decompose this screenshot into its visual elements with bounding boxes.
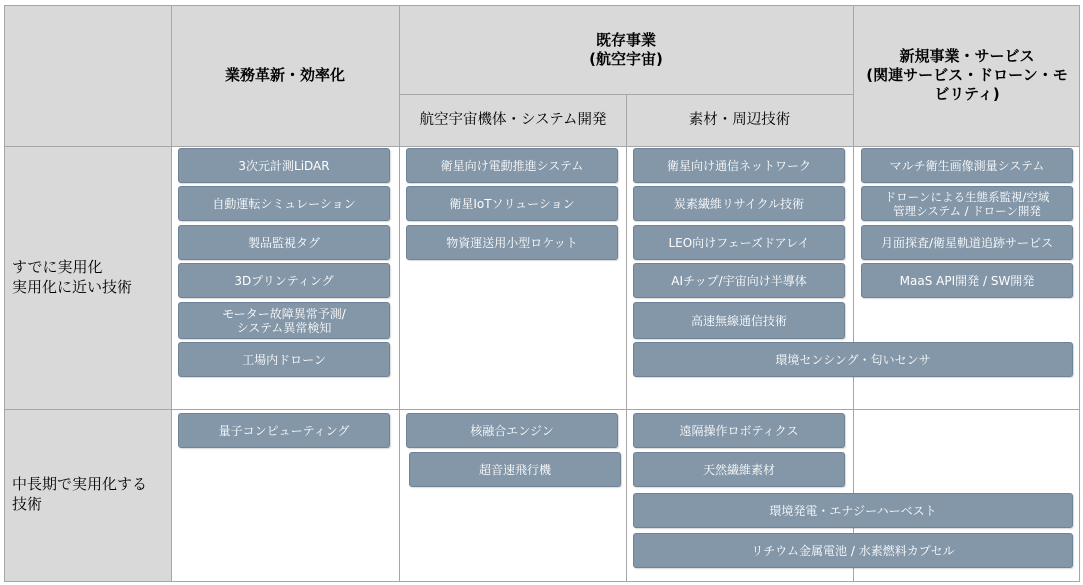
header-existing-label: 既存事業 (航空宇宙) xyxy=(589,30,663,68)
item-remote-robotics: 遠隔操作ロボティクス xyxy=(633,413,845,448)
item-lunar-exploration: 月面探査/衛星軌道追跡サービス xyxy=(861,225,1073,260)
item-3d-printing: 3Dプリンティング xyxy=(178,263,390,298)
item-satellite-network: 衛星向け通信ネットワーク xyxy=(633,148,845,183)
header-corner xyxy=(4,5,171,146)
item-electric-propulsion: 衛星向け電動推進システム xyxy=(406,148,618,183)
item-autonomous-sim: 自動運転シミュレーション xyxy=(178,186,390,221)
item-small-rocket: 物資運送用小型ロケット xyxy=(406,225,618,260)
grid-line-left xyxy=(4,5,5,582)
item-fusion-engine: 核融合エンジン xyxy=(406,413,618,448)
item-lithium-hydrogen: リチウム金属電池 / 水素燃料カプセル xyxy=(633,533,1073,568)
item-natural-fiber: 天然繊維素材 xyxy=(633,452,845,487)
item-multi-satellite-imaging: マルチ衛生画像測量システム xyxy=(861,148,1073,183)
grid-line-right xyxy=(1079,5,1080,582)
row-label-mid-long: 中長期で実用化する技術 xyxy=(12,475,148,513)
header-new-business-label: 新規事業・サービス (関連サービス・ドローン・モビリティ) xyxy=(866,47,1068,103)
item-lidar: 3次元計測LiDAR xyxy=(178,148,390,183)
header-existing-sub1: 航空宇宙機体・システム開発 xyxy=(419,111,607,128)
item-maas-api: MaaS API開発 / SW開発 xyxy=(861,263,1073,298)
item-leo-phased-array: LEO向けフェーズドアレイ xyxy=(633,225,845,260)
item-carbon-recycle: 炭素繊維リサイクル技術 xyxy=(633,186,845,221)
grid-line-col3 xyxy=(626,94,627,582)
item-factory-drone: 工場内ドローン xyxy=(178,342,390,377)
item-energy-harvest: 環境発電・エナジーハーベスト xyxy=(633,493,1073,528)
item-supersonic-plane: 超音速飛行機 xyxy=(409,452,621,487)
item-wireless-comm: 高速無線通信技術 xyxy=(633,302,845,339)
grid-line-bottom xyxy=(4,581,1080,582)
item-satellite-iot: 衛星IoTソリューション xyxy=(406,186,618,221)
item-environment-sensing: 環境センシング・匂いセンサ xyxy=(633,342,1073,377)
grid-line-header-bottom xyxy=(4,146,1080,147)
item-ai-chip: AIチップ/宇宙向け半導体 xyxy=(633,263,845,298)
row-label-near-term: すでに実用化 実用化に近い技術 xyxy=(12,258,133,296)
item-drone-ecosystem: ドローンによる生態系監視/空域 管理システム / ドローン開発 xyxy=(861,186,1073,221)
item-motor-failure: モーター故障異常予測/ システム異常検知 xyxy=(178,302,390,339)
grid-line-row-split xyxy=(4,409,1080,410)
header-col1-label: 業務革新・効率化 xyxy=(224,66,345,84)
item-quantum-computing: 量子コンピューティング xyxy=(178,413,390,448)
header-existing-sub2: 素材・周辺技術 xyxy=(688,111,791,128)
item-product-tag: 製品監視タグ xyxy=(178,225,390,260)
